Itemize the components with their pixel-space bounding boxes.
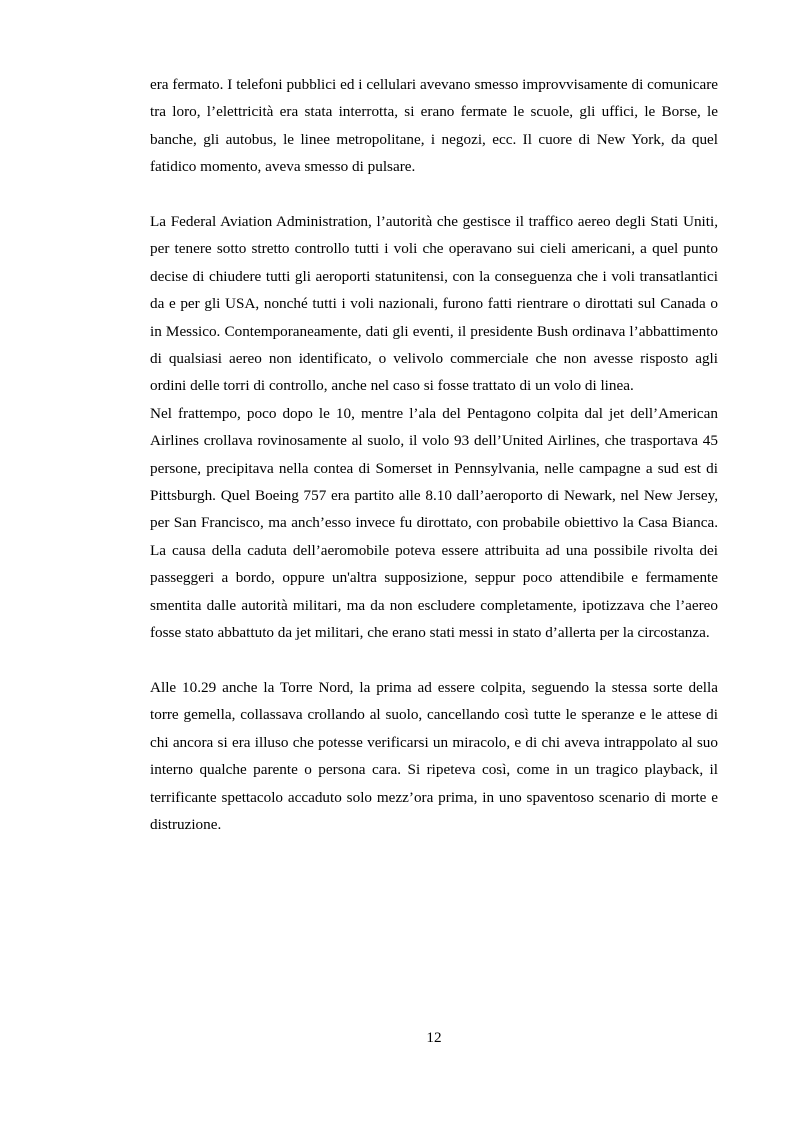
- paragraph-4: Alle 10.29 anche la Torre Nord, la prima ad essere colpita, seguendo la stessa sorte della torre gemella, collassava crollando al suolo, cancellando così tutte le speranze e le attese di chi ancora si era illuso che potesse verificarsi un miracolo, e di chi aveva intrappolato al suo interno qualche parente o persona cara. Si ripeteva così, come in un tragico playback, il terrificante spettacolo accaduto solo mezz’ora prima, in uno spaventoso scenario di morte e distruzione.: [150, 678, 718, 833]
- document-body: [150, 71, 718, 838]
- paragraph-1: era fermato. I telefoni pubblici ed i cellulari avevano smesso improvvisamente di comunicare tra loro, l’elettricità era stata interrotta, si erano fermate le scuole, gli uffici, le Borse, le banche, gli autobus, le linee metropolitane, i negozi, ecc. Il cuore di New York, da quel fatidico momento, aveva smesso di pulsare.: [150, 76, 718, 176]
- paragraph-2: La Federal Aviation Administration, l’autorità che gestisce il traffico aereo degli Stati Uniti, per tenere sotto stretto controllo tutti i voli che operavano sui cieli americani, a quel punto decise di chiudere tutti gli aeroporti statunitensi, con la conseguenza che i voli transatlantici da e per gli USA, nonché tutti i voli nazionali, furono fatti rientrare o dirottati sul Canada o in Messico. Contemporaneamente, dati gli eventi, il presidente Bush ordinava l’abbattimento di qualsiasi aereo non identificato, o velivolo commerciale che non avesse risposto agli ordini delle torri di controllo, anche nel caso si fosse trattato di un volo di linea.: [150, 213, 718, 395]
- paragraph-3: Nel frattempo, poco dopo le 10, mentre l’ala del Pentagono colpita dal jet dell’American Airlines crollava rovinosamente al suolo, il volo 93 dell’United Airlines, che trasportava 45 persone, precipitava nella contea di Somerset in Pennsylvania, nelle campagne a sud est di Pittsburgh. Quel Boeing 757 era partito alle 8.10 dall’aeroporto di Newark, nel New Jersey, per San Francisco, ma anch’esso invece fu dirottato, con probabile obiettivo la Casa Bianca. La causa della caduta dell’aeromobile poteva essere attribuita ad una possibile rivolta dei passeggeri a bordo, oppure un'altra supposizione, seppur poco attendibile e fermamente smentita dalle autorità militari, ma da non escludere completamente, ipotizzava che l’aereo fosse stato abbattuto da jet militari, che erano stati messi in stato d’allerta per la circostanza.: [150, 404, 718, 642]
- page-number: 12: [426, 1029, 442, 1046]
